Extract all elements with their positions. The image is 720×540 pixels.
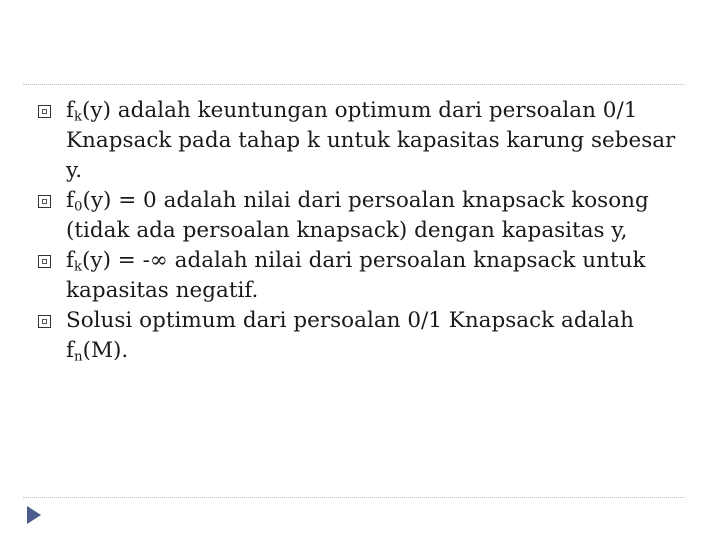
- bottom-divider: [23, 497, 685, 498]
- bullet-text: (y) = -∞ adalah nilai dari persoalan knapsack untuk kapasitas negatif.: [66, 248, 646, 303]
- bullet-subscript: n: [73, 349, 83, 365]
- top-divider: [23, 84, 685, 85]
- bullet-item-solution: [38, 306, 688, 366]
- bullet-item-fk-negative: [38, 246, 688, 306]
- bullet-text-suffix: (M).: [82, 338, 129, 363]
- square-bullet-icon: [38, 105, 51, 118]
- bullet-function-name: f: [66, 248, 74, 273]
- square-bullet-icon: [38, 255, 51, 268]
- bullet-text: (y) adalah keuntungan optimum dari persoalan 0/1 Knapsack pada tahap k untuk kapasitas karung sebesar y.: [66, 98, 676, 183]
- slide-content: [38, 96, 688, 366]
- bullet-item-f0-definition: [38, 186, 688, 246]
- bullet-subscript: k: [73, 109, 83, 125]
- bullet-text-prefix: Solusi optimum dari persoalan 0/1 Knapsack adalah f: [66, 308, 634, 363]
- bullet-subscript: k: [73, 259, 83, 275]
- play-arrow-icon[interactable]: [27, 506, 41, 524]
- square-bullet-icon: [38, 315, 51, 328]
- bullet-function-name: f: [66, 98, 74, 123]
- bullet-subscript: 0: [73, 199, 83, 215]
- bullet-text: (y) = 0 adalah nilai dari persoalan knapsack kosong (tidak ada persoalan knapsack) dengan kapasitas y,: [66, 188, 649, 243]
- square-bullet-icon: [38, 195, 51, 208]
- bullet-item-fk-definition: [38, 96, 688, 186]
- bullet-function-name: f: [66, 188, 74, 213]
